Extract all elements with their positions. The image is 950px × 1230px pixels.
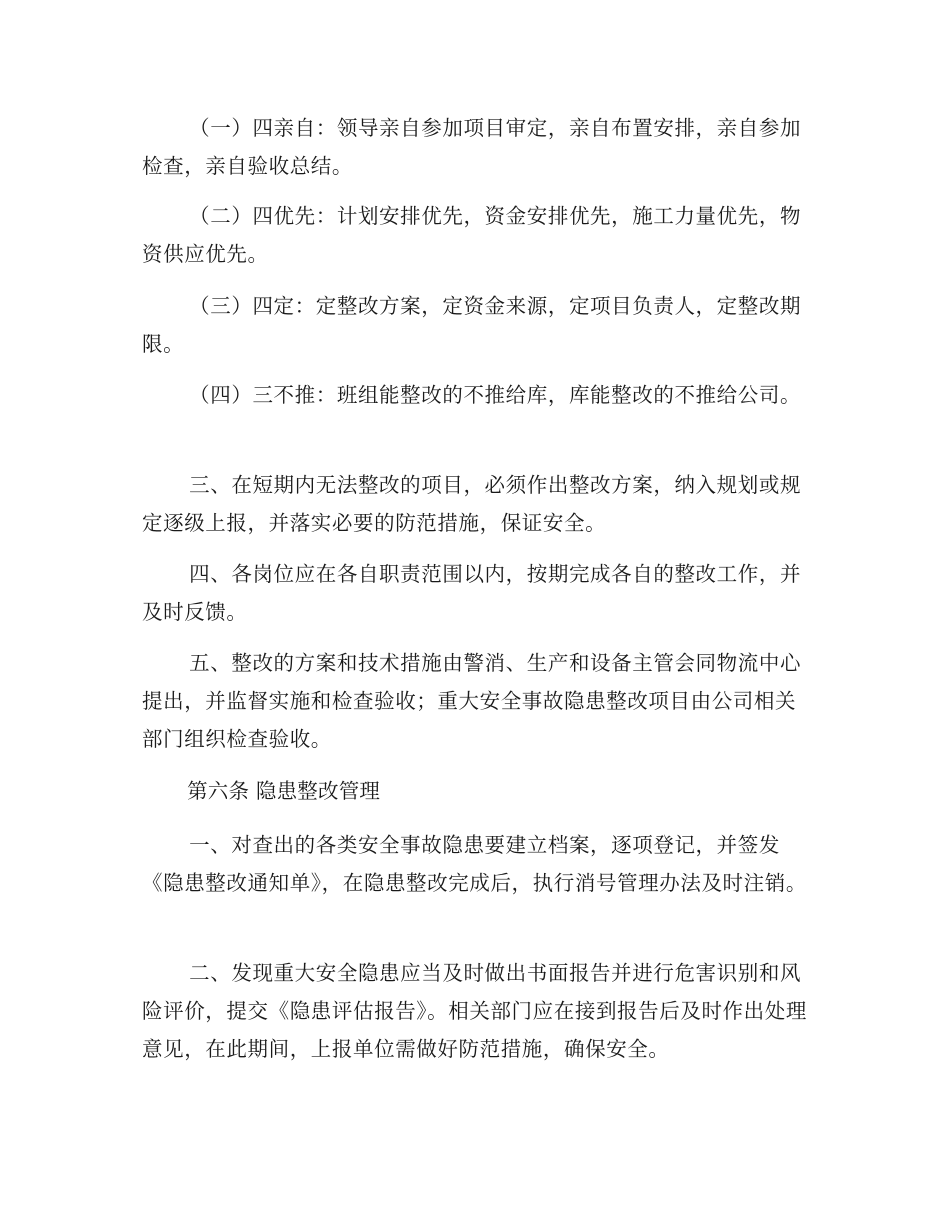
paragraph-item-4: （四）三不推：班组能整改的不推给库，库能整改的不推给公司。 <box>189 383 802 407</box>
paragraph-article6-item-2: 二、发现重大安全隐患应当及时做出书面报告并进行危害识别和风险评价，提交《隐患评估报告》。相关部门应在接到报告后及时作出处理意见，在此期间，上报单位需做好防范措施，确保安全。 <box>142 961 807 1061</box>
paragraph-article6-item-1: 一、对查出的各类安全事故隐患要建立档案，逐项登记，并签发《隐患整改通知单》，在隐患整改完成后，执行消号管理办法及时注销。 <box>142 833 807 895</box>
paragraph-section-4: 四、各岗位应在各自职责范围以内，按期完成各自的整改工作，并及时反馈。 <box>142 562 802 624</box>
paragraph-section-3: 三、在短期内无法整改的项目，必须作出整改方案，纳入规划或规定逐级上报，并落实必要的防范措施，保证安全。 <box>142 473 802 535</box>
paragraph-item-3: （三）四定：定整改方案，定资金来源，定项目负责人，定整改期限。 <box>142 294 802 356</box>
article-6-heading: 第六条 隐患整改管理 <box>187 779 381 803</box>
paragraph-section-5: 五、整改的方案和技术措施由警消、生产和设备主管会同物流中心提出，并监督实施和检查验收；重大安全事故隐患整改项目由公司相关部门组织检查验收。 <box>142 651 802 751</box>
paragraph-item-1: （一）四亲自：领导亲自参加项目审定，亲自布置安排，亲自参加检查，亲自验收总结。 <box>142 116 802 178</box>
paragraph-item-2: （二）四优先：计划安排优先，资金安排优先，施工力量优先，物资供应优先。 <box>142 204 802 266</box>
